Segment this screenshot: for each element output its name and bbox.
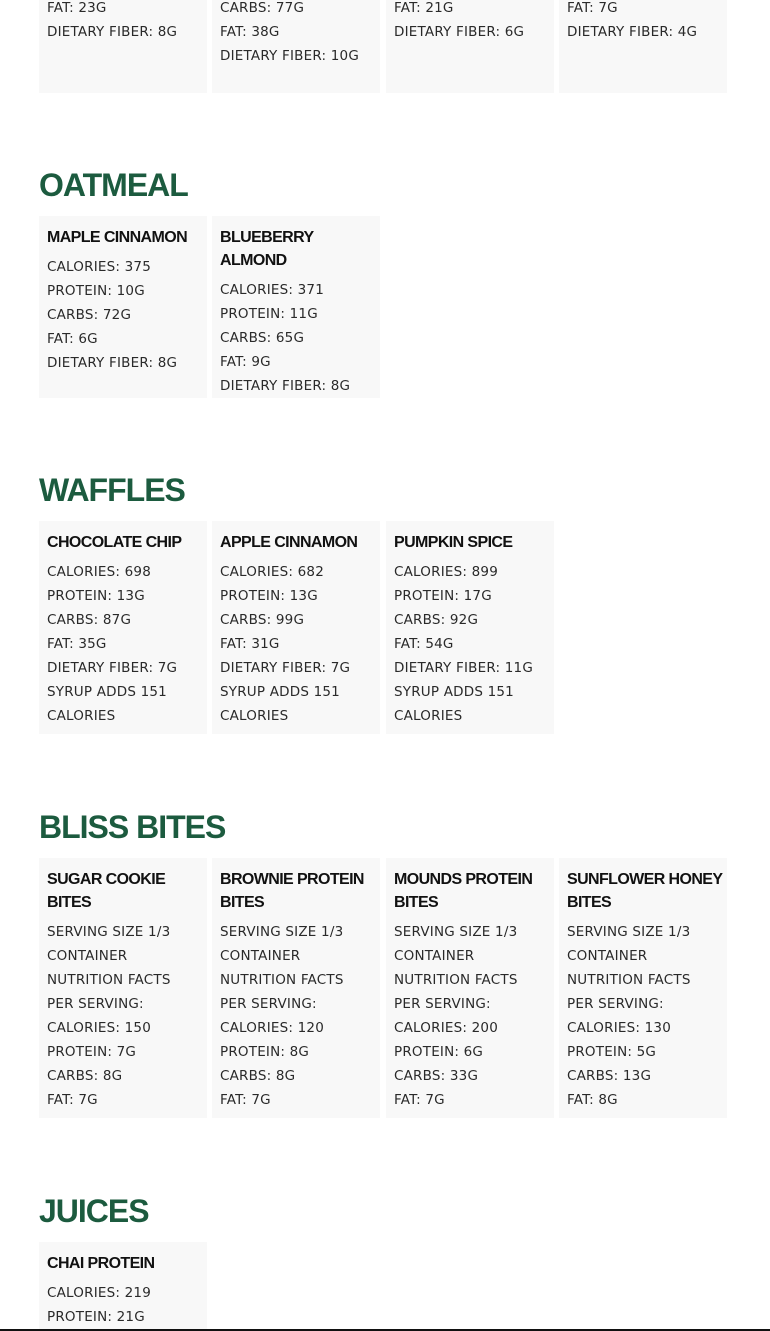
card-title: SUNFLOWER HONEY BITES [567,871,723,911]
card-title: BLUEBERRY ALMOND [220,229,314,269]
card-line: CALORIES: 150 [47,1020,151,1036]
card-title: MAPLE CINNAMON [47,229,188,246]
card-line: CONTAINER [567,948,648,964]
card-line: FAT: 7G [567,0,618,16]
card-line: FAT: 21G [394,0,454,16]
card-line: SERVING SIZE 1/3 [394,924,518,940]
section-heading-oatmeal: OATMEAL [39,167,188,203]
menu-card-pumpkin-spice [386,521,554,734]
card-line: PROTEIN: 8G [220,1044,310,1060]
card-line: DIETARY FIBER: 11G [394,660,533,676]
menu-card-sugar-cookie-bites [39,858,207,1118]
card-line: SERVING SIZE 1/3 [567,924,691,940]
card-line: NUTRITION FACTS [47,972,171,988]
card-line: PER SERVING: [567,996,664,1012]
top-card-1 [39,0,207,93]
card-line: CALORIES: 120 [220,1020,324,1036]
top-card-4 [559,0,727,93]
card-line: PROTEIN: 5G [567,1044,657,1060]
card-line: CARBS: 77G [220,0,305,16]
menu-card-mounds-protein-bites [386,858,554,1118]
card-line: CARBS: 13G [567,1068,652,1084]
card-line: CALORIES [220,708,289,724]
card-line: DIETARY FIBER: 8G [220,378,351,394]
card-line: NUTRITION FACTS [220,972,344,988]
card-title: MOUNDS PROTEIN BITES [394,871,533,911]
card-line: CALORIES: 375 [47,259,151,275]
menu-card-blueberry-almond [212,216,380,398]
card-line: FAT: 7G [394,1092,445,1108]
card-line: PROTEIN: 13G [220,588,318,604]
card-line: PROTEIN: 17G [394,588,492,604]
card-line: CALORIES: 698 [47,564,151,580]
card-title: APPLE CINNAMON [220,534,358,551]
menu-card-chocolate-chip [39,521,207,734]
card-line: CALORIES: 130 [567,1020,671,1036]
card-line: PER SERVING: [220,996,317,1012]
card-line: FAT: 7G [220,1092,271,1108]
top-card-3 [386,0,554,93]
card-line: SYRUP ADDS 151 [220,684,340,700]
section-heading-waffles: WAFFLES [39,472,185,508]
card-line: DIETARY FIBER: 8G [47,355,178,371]
card-line: FAT: 38G [220,24,280,40]
card-line: CALORIES: 219 [47,1285,151,1301]
card-line: DIETARY FIBER: 7G [220,660,351,676]
card-line: DIETARY FIBER: 6G [394,24,525,40]
top-card-2 [212,0,380,93]
card-line: CALORIES: 371 [220,282,324,298]
card-line: PROTEIN: 21G [47,1309,145,1325]
card-line: NUTRITION FACTS [394,972,518,988]
section-heading-juices: JUICES [39,1193,149,1229]
card-line: CARBS: 72G [47,307,132,323]
menu-card-brownie-protein-bites [212,858,380,1118]
card-line: CALORIES: 899 [394,564,498,580]
menu-card-sunflower-honey-bites [559,858,727,1118]
card-line: CARBS: 8G [220,1068,296,1084]
card-line: PER SERVING: [47,996,144,1012]
card-line: DIETARY FIBER: 10G [220,48,359,64]
card-line: CALORIES: 200 [394,1020,498,1036]
card-line: CARBS: 87G [47,612,132,628]
card-line: SYRUP ADDS 151 [47,684,167,700]
section-heading-bliss-bites: BLISS BITES [39,809,226,845]
menu-card-chai-protein [39,1242,207,1331]
card-line: FAT: 9G [220,354,271,370]
card-line: FAT: 54G [394,636,454,652]
card-line: PROTEIN: 10G [47,283,145,299]
card-line: FAT: 23G [47,0,107,16]
card-line: NUTRITION FACTS [567,972,691,988]
menu-card-apple-cinnamon [212,521,380,734]
card-line: CALORIES: 682 [220,564,324,580]
card-line: DIETARY FIBER: 4G [567,24,698,40]
card-line: PROTEIN: 6G [394,1044,484,1060]
card-line: FAT: 8G [567,1092,618,1108]
card-line: FAT: 7G [47,1092,98,1108]
card-title: SUGAR COOKIE BITES [47,871,166,911]
card-line: CARBS: 8G [47,1068,123,1084]
card-title: PUMPKIN SPICE [394,534,513,551]
card-line: PROTEIN: 7G [47,1044,137,1060]
menu-card-maple-cinnamon [39,216,207,398]
card-line: CALORIES [394,708,463,724]
card-title: BROWNIE PROTEIN BITES [220,871,364,911]
card-line: DIETARY FIBER: 7G [47,660,178,676]
card-line: FAT: 6G [47,331,98,347]
card-title: CHOCOLATE CHIP [47,534,182,551]
card-line: CARBS: 92G [394,612,479,628]
card-line: CONTAINER [220,948,301,964]
card-line: PROTEIN: 11G [220,306,318,322]
card-line: CALORIES [47,708,116,724]
card-line: CARBS: 99G [220,612,305,628]
card-line: PER SERVING: [394,996,491,1012]
card-line: DIETARY FIBER: 8G [47,24,178,40]
card-line: SERVING SIZE 1/3 [47,924,171,940]
card-title: CHAI PROTEIN [47,1255,155,1272]
card-line: CARBS: 65G [220,330,305,346]
card-line: SYRUP ADDS 151 [394,684,514,700]
card-line: PROTEIN: 13G [47,588,145,604]
card-line: CONTAINER [394,948,475,964]
card-line: CONTAINER [47,948,128,964]
card-line: CARBS: 33G [394,1068,479,1084]
card-line: FAT: 35G [47,636,107,652]
card-line: FAT: 31G [220,636,280,652]
card-line: SERVING SIZE 1/3 [220,924,344,940]
